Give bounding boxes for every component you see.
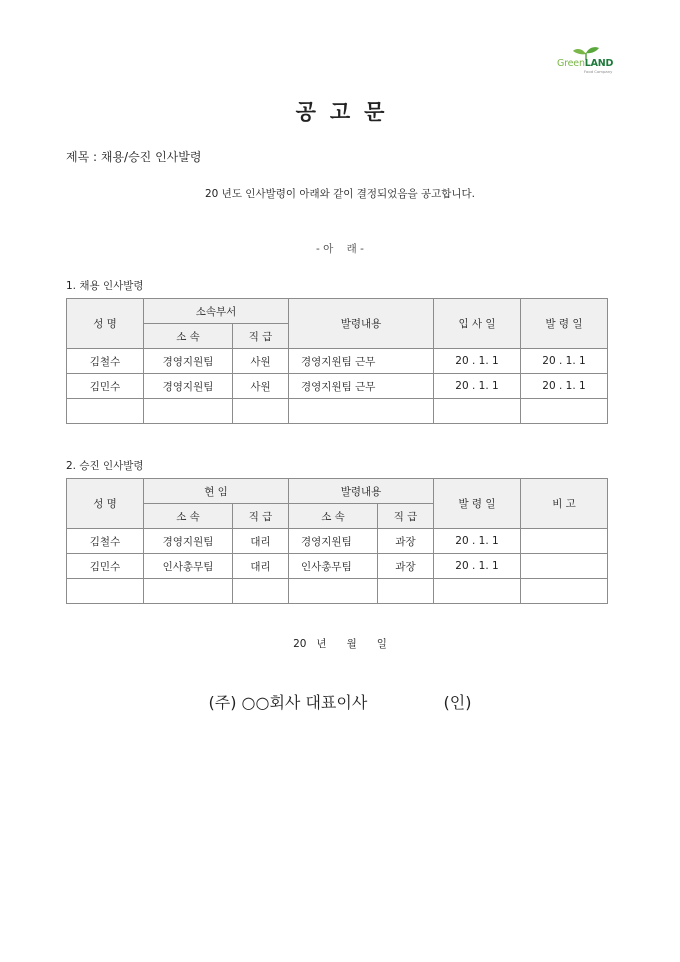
signature-line: (주) ○○회사 대표이사 (인) — [208, 693, 472, 712]
cell-note — [521, 529, 608, 554]
cell-name: 김철수 — [67, 529, 144, 554]
header-rank: 직 급 — [233, 324, 289, 349]
header-join-date: 입 사 일 — [434, 299, 521, 349]
cell-new-rank: 과장 — [378, 529, 434, 554]
below-heading: - 아 래 - — [316, 243, 364, 255]
cell-join-date: 20 . 1. 1 — [434, 374, 521, 399]
header-name: 성 명 — [67, 299, 144, 349]
cell-appointment-date: 20 . 1. 1 — [521, 349, 608, 374]
company-logo — [553, 46, 613, 76]
header-department: 소속부서 — [144, 299, 289, 324]
cell-appointment-date: 20 . 1. 1 — [521, 374, 608, 399]
section-promotion-heading: 2. 승진 인사발령 — [66, 460, 144, 472]
cell-new-rank: 과장 — [378, 554, 434, 579]
header-note: 비 고 — [521, 479, 608, 529]
cell-new-affiliation: 인사총무팀 — [289, 554, 378, 579]
cell-affiliation: 경영지원팀 — [144, 349, 233, 374]
date-line: 20 년 월 일 — [293, 638, 387, 650]
cell-rank: 사원 — [233, 349, 289, 374]
cell-rank: 대리 — [233, 529, 289, 554]
cell-rank: 사원 — [233, 374, 289, 399]
cell-note — [521, 554, 608, 579]
cell-appointment-date: 20 . 1. 1 — [434, 529, 521, 554]
subject-line: 제목 : 채용/승진 인사발령 — [66, 150, 202, 164]
cell-affiliation: 경영지원팀 — [144, 529, 233, 554]
cell-content: 경영지원팀 근무 — [289, 374, 434, 399]
header-appointment-date: 발 령 일 — [521, 299, 608, 349]
document-title: 공고문 — [295, 100, 399, 124]
table-row — [67, 554, 608, 579]
table-row-empty — [67, 399, 608, 424]
header-name: 성 명 — [67, 479, 144, 529]
cell-appointment-date: 20 . 1. 1 — [434, 554, 521, 579]
section-hiring-heading: 1. 채용 인사발령 — [66, 280, 144, 292]
promotion-table — [66, 478, 608, 604]
cell-name: 김민수 — [67, 554, 144, 579]
cell-rank: 대리 — [233, 554, 289, 579]
intro-text: 20 년도 인사발령이 아래와 같이 결정되었음을 공고합니다. — [204, 188, 475, 200]
cell-join-date: 20 . 1. 1 — [434, 349, 521, 374]
cell-affiliation: 경영지원팀 — [144, 374, 233, 399]
header-appointment-content: 발령내용 — [289, 299, 434, 349]
table-row — [67, 349, 608, 374]
cell-affiliation: 인사총무팀 — [144, 554, 233, 579]
header-current-position: 현 임 — [144, 479, 289, 504]
header-rank: 직 급 — [233, 504, 289, 529]
header-affiliation: 소 속 — [144, 324, 233, 349]
hiring-table — [66, 298, 608, 424]
header-appointment-content: 발령내용 — [289, 479, 434, 504]
header-appointment-date: 발 령 일 — [434, 479, 521, 529]
table-row-empty — [67, 579, 608, 604]
table-row — [67, 374, 608, 399]
logo-tagline: Food Company — [584, 69, 613, 74]
cell-name: 김민수 — [67, 374, 144, 399]
cell-name: 김철수 — [67, 349, 144, 374]
header-affiliation: 소 속 — [144, 504, 233, 529]
cell-content: 경영지원팀 근무 — [289, 349, 434, 374]
table-row — [67, 529, 608, 554]
header-new-affiliation: 소 속 — [289, 504, 378, 529]
cell-new-affiliation: 경영지원팀 — [289, 529, 378, 554]
logo-wordmark: GreenLAND — [557, 58, 614, 69]
header-new-rank: 직 급 — [378, 504, 434, 529]
